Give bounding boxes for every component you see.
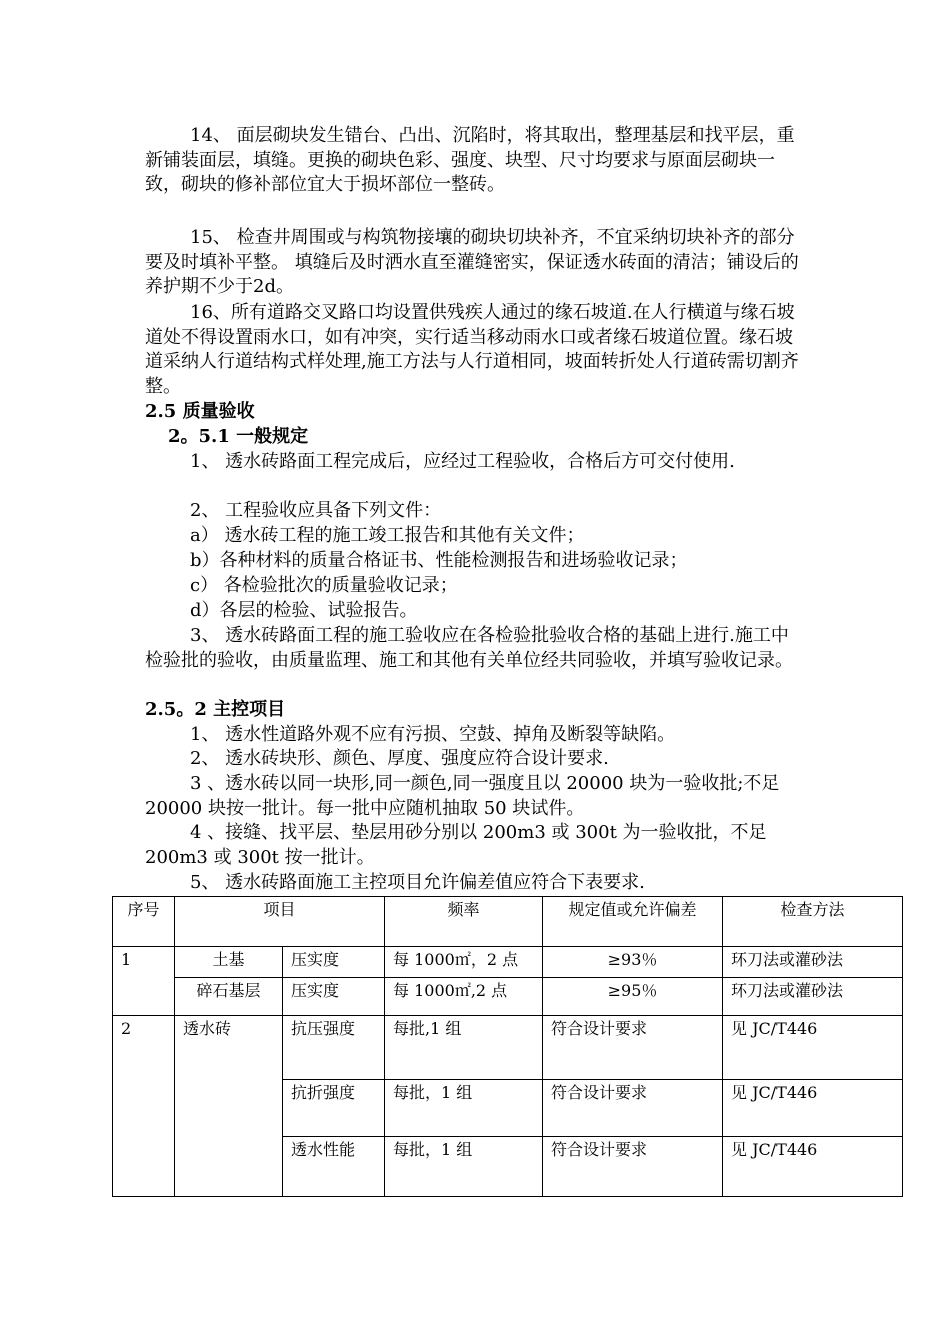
table-row [113,978,903,1016]
main-item-4: 4 、接缝、找平层、垫层用砂分别以 200m3 或 300t 为一验收批，不足 200m3 或 300t 按一批计。 [145,822,767,868]
subsection-main: 2.5。2 主控项目 [145,699,286,720]
cell-frequency: 每批,1 组 [385,1016,543,1080]
cell-method: 见 JC/T446 [723,1080,903,1137]
cell-frequency: 每批，1 组 [385,1137,543,1197]
header-no: 序号 [113,897,175,947]
cell-tolerance: ≥95％ [543,978,723,1016]
general-item-1: 1、 透水砖路面工程完成后，应经过工程验收，合格后方可交付使用. [190,451,735,472]
main-item-1: 1、 透水性道路外观不应有污损、空鼓、掉角及断裂等缺陷。 [190,724,676,745]
cell-method: 环刀法或灌砂法 [723,947,903,978]
item-15: 15、 检查井周围或与构筑物接壤的砌块切块补齐，不宜采纳切块补齐的部分要及时填补平整。 填缝后及时洒水直至灌缝密实，保证透水砖面的清洁；铺设后的养护期不少于2d。 [145,227,799,297]
header-frequency: 频率 [385,897,543,947]
cell-tolerance: 符合设计要求 [543,1016,723,1080]
cell-subitem: 压实度 [283,947,385,978]
cell-tolerance: ≥93％ [543,947,723,978]
main-item-5: 5、 透水砖路面施工主控项目允许偏差值应符合下表要求. [190,872,645,893]
doc-list-a: a） 透水砖工程的施工竣工报告和其他有关文件； [190,525,585,546]
main-item-3: 3 、透水砖以同一块形,同一颜色,同一强度且以 20000 块为一验收批;不足 20000 块按一批计。每一批中应随机抽取 50 块试件。 [145,773,780,819]
cell-item: 碎石基层 [175,978,283,1016]
cell-subitem: 抗压强度 [283,1016,385,1080]
item-16: 16、所有道路交叉路口均设置供残疾人通过的缘石坡道.在人行横道与缘石坡道处不得设置雨水口，如有冲突，实行适当移动雨水口或者缘石坡道位置。缘石坡道采纳人行道结构式样处理,施工方法与人行道相同，坡面转折处人行道砖需切割齐整。 [145,302,799,397]
cell-tolerance: 符合设计要求 [543,1080,723,1137]
cell-item: 透水砖 [175,1016,283,1197]
cell-frequency: 每 1000㎡,2 点 [385,978,543,1016]
header-method: 检查方法 [723,897,903,947]
table-row [113,1016,903,1080]
cell-method: 环刀法或灌砂法 [723,978,903,1016]
cell-subitem: 透水性能 [283,1137,385,1197]
doc-list-b: b）各种材料的质量合格证书、性能检测报告和进场验收记录； [190,550,688,571]
cell-frequency: 每 1000㎡，2 点 [385,947,543,978]
cell-subitem: 抗折强度 [283,1080,385,1137]
tolerance-table [112,896,903,1197]
main-item-2: 2、 透水砖块形、颜色、厚度、强度应符合设计要求. [190,748,609,769]
subsection-general: 2。5.1 一般规定 [168,426,309,447]
general-item-2: 2、 工程验收应具备下列文件： [190,500,442,521]
general-item-3: 3、 透水砖路面工程的施工验收应在各检验批验收合格的基础上进行.施工中检验批的验收，由质量监理、施工和其他有关单位经共同验收，并填写验收记录。 [145,625,793,671]
cell-item: 土基 [175,947,283,978]
section-title: 2.5 质量验收 [145,401,255,422]
cell-no: 2 [113,1016,175,1197]
header-item: 项目 [175,897,385,947]
header-tolerance: 规定值或允许偏差 [543,897,723,947]
cell-method: 见 JC/T446 [723,1016,903,1080]
cell-method: 见 JC/T446 [723,1137,903,1197]
cell-subitem: 压实度 [283,978,385,1016]
table-header-row [113,897,903,947]
cell-no: 1 [113,947,175,1016]
doc-list-d: d）各层的检验、试验报告。 [190,600,418,621]
table-row [113,947,903,978]
doc-list-c: c） 各检验批次的质量验收记录； [190,575,458,596]
cell-tolerance: 符合设计要求 [543,1137,723,1197]
cell-frequency: 每批，1 组 [385,1080,543,1137]
item-14: 14、 面层砌块发生错台、凸出、沉陷时，将其取出，整理基层和找平层，重新铺装面层，填缝。更换的砌块色彩、强度、块型、尺寸均要求与原面层砌块一致，砌块的修补部位宜大于损坏部位一整砖。 [145,125,795,195]
